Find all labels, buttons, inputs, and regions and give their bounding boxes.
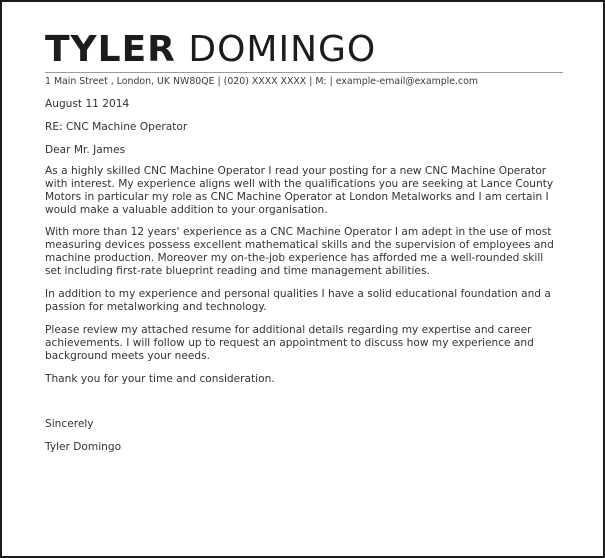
sender-contact-line: 1 Main Street , London, UK NW80QE | (020) XXXX XXXX | M: | example-email@example.com — [45, 76, 479, 87]
body-paragraph-4 — [45, 324, 565, 363]
paragraph-line: measuring devices possess excellent mathematical skills and the supervision of employees and — [45, 239, 554, 251]
sender-name — [45, 30, 565, 70]
paragraph-line: Thank you for your time and consideration. — [45, 373, 275, 385]
letter-subject: RE: CNC Machine Operator — [45, 121, 188, 133]
letter-content — [45, 30, 565, 454]
body-paragraph-1 — [45, 165, 565, 217]
paragraph-line: background meets your needs. — [45, 350, 210, 362]
body-paragraph-2 — [45, 226, 565, 278]
paragraph-line: machine production. Moreover my on-the-job experience has afforded me a well-rounded skill — [45, 252, 544, 264]
paragraph-line: Please review my attached resume for additional details regarding my expertise and career — [45, 324, 532, 336]
body-paragraph-3 — [45, 288, 565, 314]
body-paragraph-5 — [45, 373, 565, 386]
paragraph-line: In addition to my experience and personal qualities I have a solid educational foundation and a — [45, 288, 551, 300]
header-divider — [45, 72, 563, 73]
paragraph-line: As a highly skilled CNC Machine Operator I read your posting for a new CNC Machine Operator — [45, 165, 547, 177]
paragraph-line: set including first-rate blueprint reading and time management abilities. — [45, 265, 430, 277]
paragraph-line: Motors in particular my role as CNC Machine Operator at London Metalworks and I am certain I — [45, 191, 549, 203]
paragraph-line: passion for metalworking and technology. — [45, 301, 267, 313]
letter-salutation: Dear Mr. James — [45, 144, 126, 156]
paragraph-line: With more than 12 years' experience as a CNC Machine Operator I am adept in the use of most — [45, 226, 552, 238]
letter-closing: Sincerely — [45, 418, 94, 430]
letter-date: August 11 2014 — [45, 98, 130, 110]
paragraph-line: would make a valuable addition to your organisation. — [45, 204, 328, 216]
sender-last-name: DOMINGO — [188, 29, 377, 70]
paragraph-line: with interest. My experience aligns well with the qualifications you are seeking at Lance County — [45, 178, 554, 190]
sender-first-name: TYLER — [45, 29, 176, 70]
paragraph-line: achievements. I will follow up to request an appointment to discuss how my experience and — [45, 337, 534, 349]
letter-signature: Tyler Domingo — [45, 441, 122, 453]
